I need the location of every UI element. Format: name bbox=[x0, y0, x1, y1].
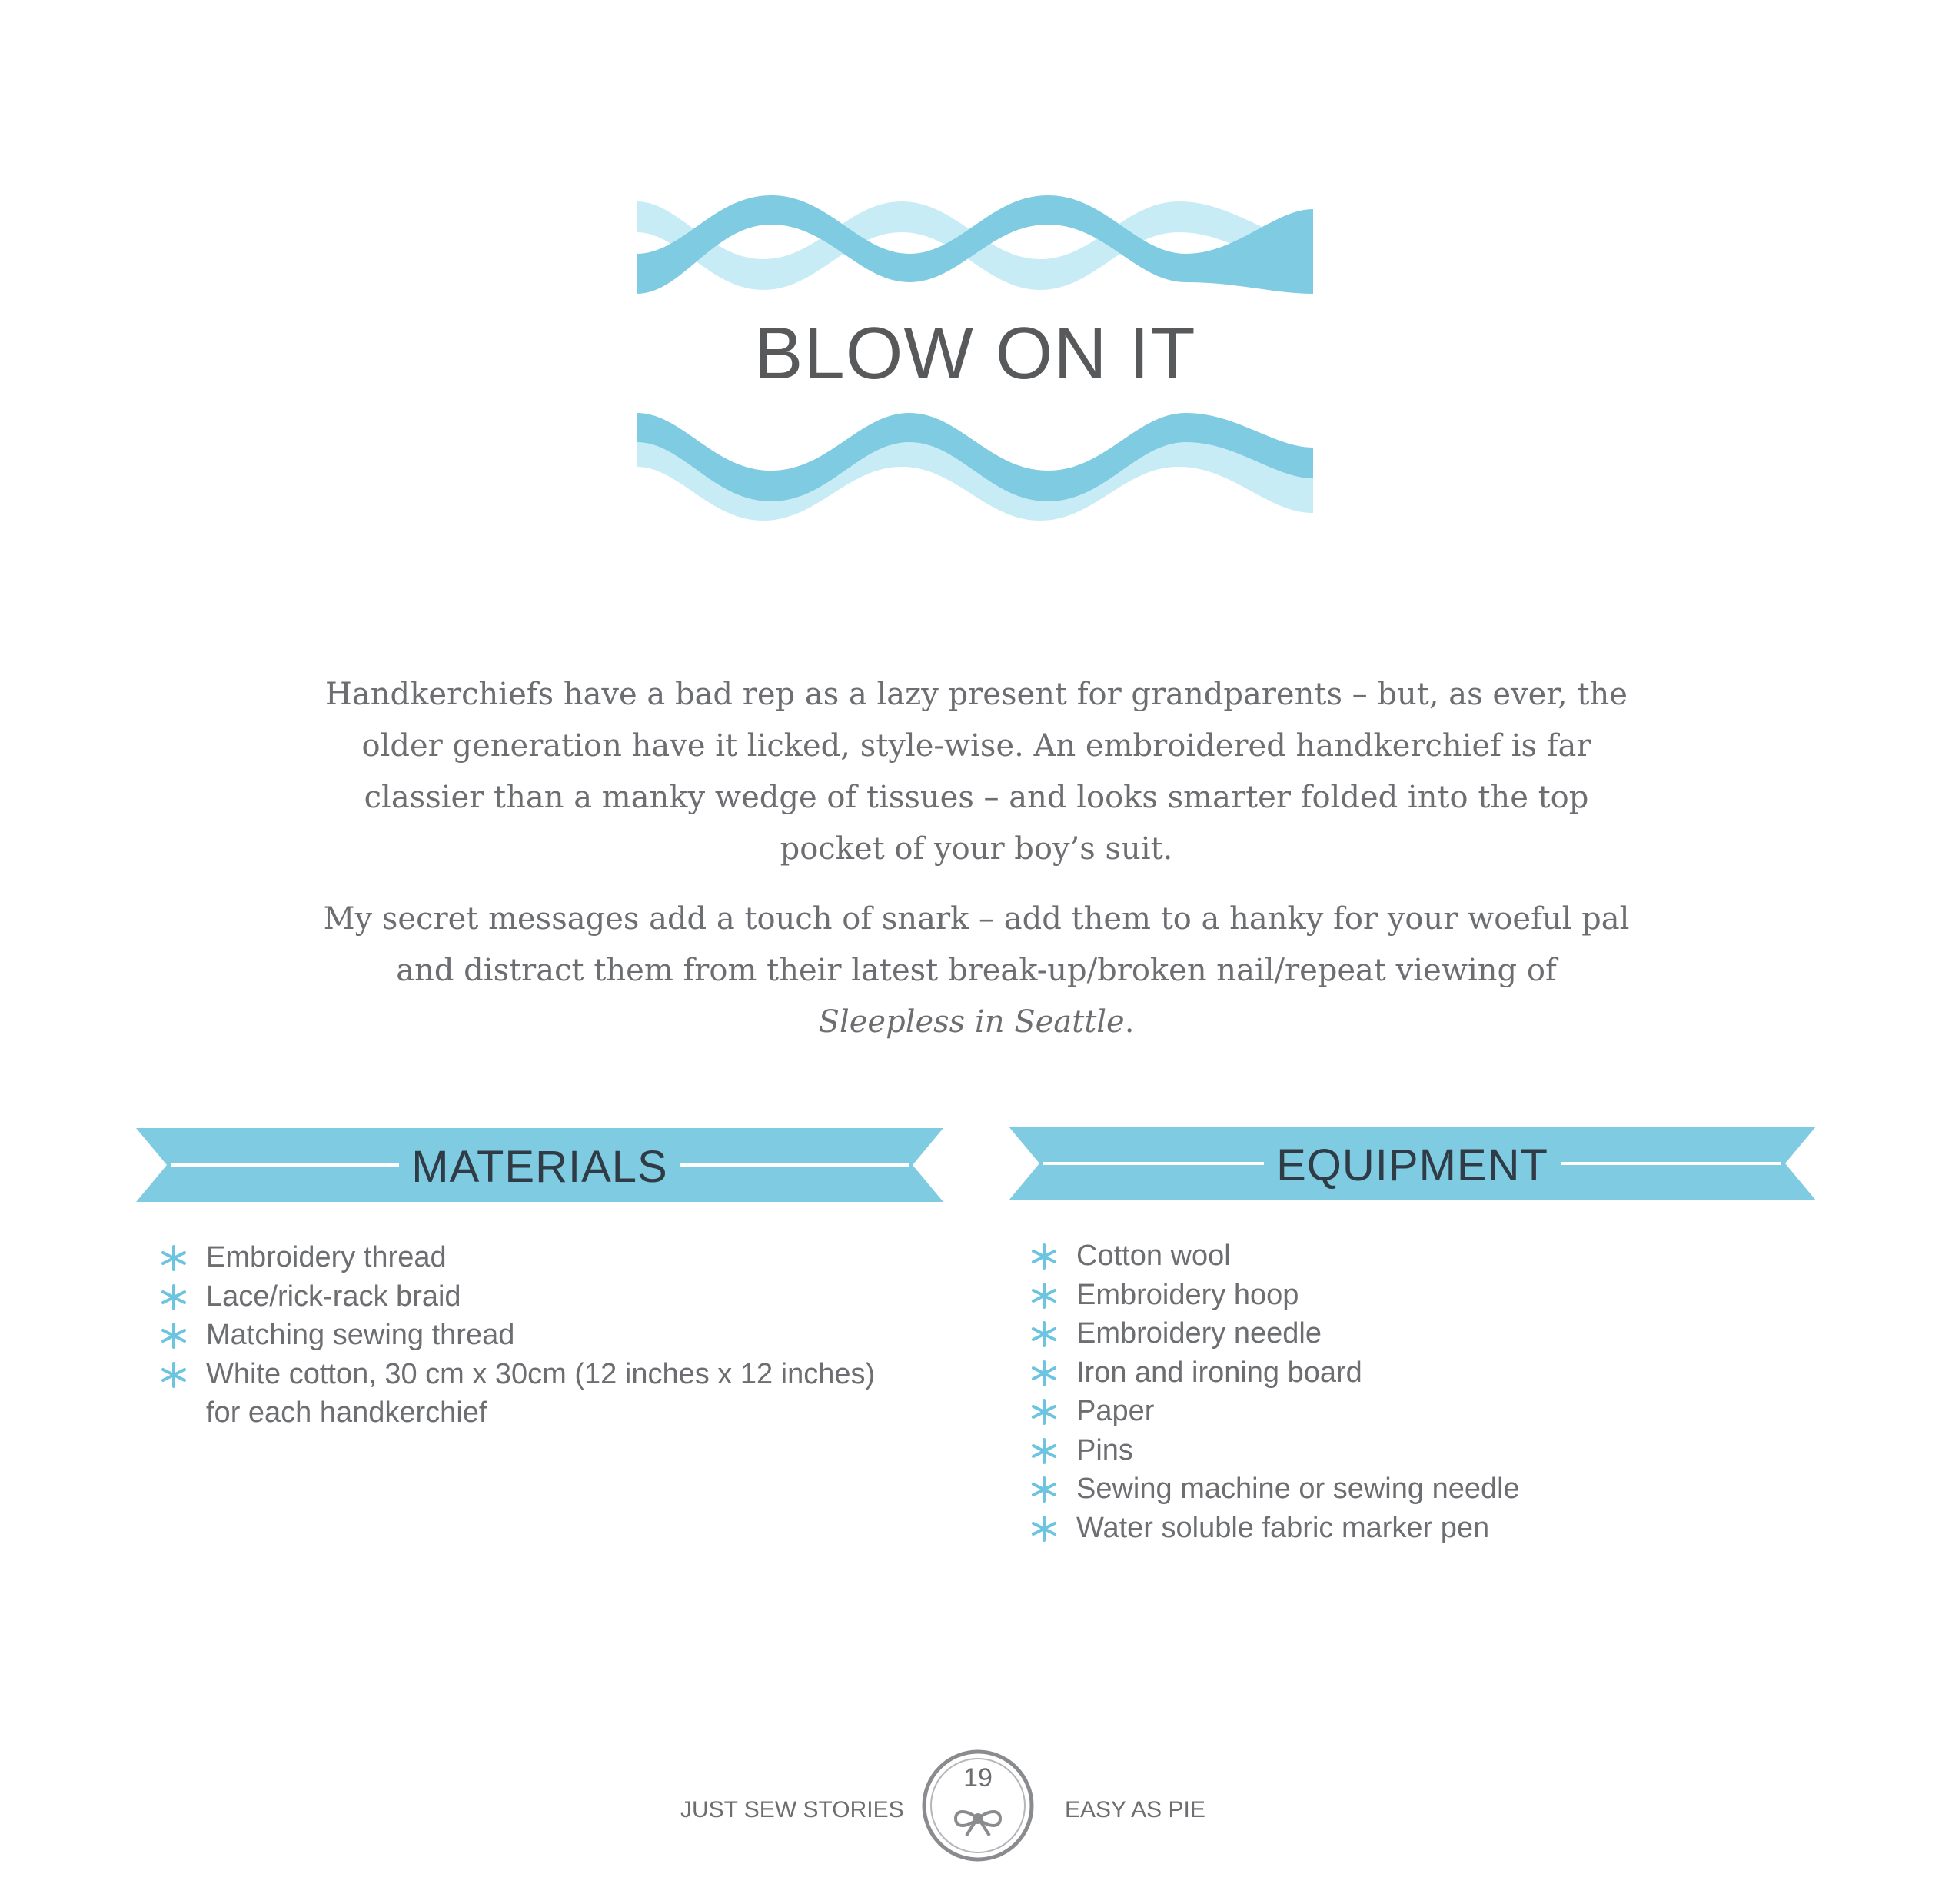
page-title: BLOW ON IT bbox=[753, 312, 1196, 394]
footer-book-title: JUST SEW STORIES bbox=[680, 1797, 904, 1822]
intro-text bbox=[323, 669, 1630, 1067]
list-item-label: Embroidery needle bbox=[1076, 1317, 1322, 1350]
footer-chapter-title: EASY AS PIE bbox=[1065, 1797, 1205, 1822]
list-item-label: White cotton, 30 cm x 30cm (12 inches x 12 inches) bbox=[206, 1357, 876, 1390]
equipment-heading bbox=[1009, 1140, 1816, 1191]
list-item bbox=[1030, 1276, 1799, 1315]
star-icon bbox=[1030, 1437, 1058, 1465]
star-icon bbox=[1030, 1476, 1058, 1503]
list-item-label: Embroidery thread bbox=[206, 1241, 447, 1273]
star-icon bbox=[160, 1361, 188, 1389]
film-title: Sleepless in Seattle bbox=[818, 1004, 1125, 1040]
star-icon bbox=[160, 1322, 188, 1350]
list-item bbox=[160, 1277, 929, 1316]
list-item bbox=[1030, 1431, 1799, 1470]
star-icon bbox=[160, 1283, 188, 1311]
intro-paragraph-1: Handkerchiefs have a bad rep as a lazy present for grandparents – but, as ever, the older generation have it licked, style-wise. An embroidered handkerchief is far classier than a manky wedge of tissues – and looks smarter folded into the top pocket of your boy’s suit. bbox=[325, 677, 1628, 867]
list-item bbox=[1030, 1314, 1799, 1353]
list-item-label: Water soluble fabric marker pen bbox=[1076, 1511, 1490, 1544]
star-icon bbox=[1030, 1398, 1058, 1426]
materials-banner bbox=[136, 1127, 943, 1203]
list-item bbox=[1030, 1470, 1799, 1509]
equipment-heading-text: EQUIPMENT bbox=[1264, 1140, 1561, 1190]
list-item bbox=[160, 1355, 929, 1394]
list-item bbox=[1030, 1237, 1799, 1276]
star-icon bbox=[160, 1244, 188, 1272]
materials-heading-text: MATERIALS bbox=[399, 1142, 680, 1192]
star-icon bbox=[1030, 1515, 1058, 1543]
list-item-label: for each handkerchief bbox=[206, 1396, 487, 1429]
title-block bbox=[637, 178, 1313, 523]
equipment-banner bbox=[1009, 1125, 1816, 1202]
list-item bbox=[160, 1238, 929, 1277]
top-waves bbox=[637, 178, 1313, 294]
star-icon bbox=[1030, 1243, 1058, 1270]
intro-paragraph-2 bbox=[323, 894, 1630, 1048]
equipment-list bbox=[1030, 1237, 1799, 1547]
list-item-label: Cotton wool bbox=[1076, 1240, 1231, 1272]
intro-paragraph-2-end: . bbox=[1124, 1004, 1135, 1040]
materials-heading bbox=[136, 1141, 943, 1193]
list-item bbox=[1030, 1509, 1799, 1548]
star-icon bbox=[1030, 1360, 1058, 1387]
list-item-label: Paper bbox=[1076, 1395, 1155, 1427]
page-badge bbox=[920, 1748, 1036, 1863]
intro-paragraph-2-text: My secret messages add a touch of snark – add them to a hanky for your woeful pal and distract them from their latest break-up/broken nail/repeat viewing of bbox=[323, 901, 1630, 988]
list-item-label: Iron and ironing board bbox=[1076, 1356, 1362, 1389]
page-number: 19 bbox=[963, 1763, 993, 1792]
star-icon bbox=[1030, 1282, 1058, 1310]
star-icon bbox=[1030, 1320, 1058, 1348]
list-item bbox=[160, 1316, 929, 1355]
list-item-label: Pins bbox=[1076, 1433, 1133, 1466]
list-item bbox=[1030, 1353, 1799, 1393]
list-item-label: Sewing machine or sewing needle bbox=[1076, 1473, 1520, 1505]
list-item-label: Lace/rick-rack braid bbox=[206, 1280, 461, 1313]
bow-icon bbox=[956, 1812, 1000, 1836]
list-item bbox=[1030, 1392, 1799, 1431]
bottom-waves bbox=[637, 413, 1313, 521]
list-item-label: Embroidery hoop bbox=[1076, 1278, 1299, 1311]
list-item-continuation bbox=[160, 1393, 929, 1433]
materials-list bbox=[160, 1238, 929, 1433]
list-item-label: Matching sewing thread bbox=[206, 1319, 515, 1351]
